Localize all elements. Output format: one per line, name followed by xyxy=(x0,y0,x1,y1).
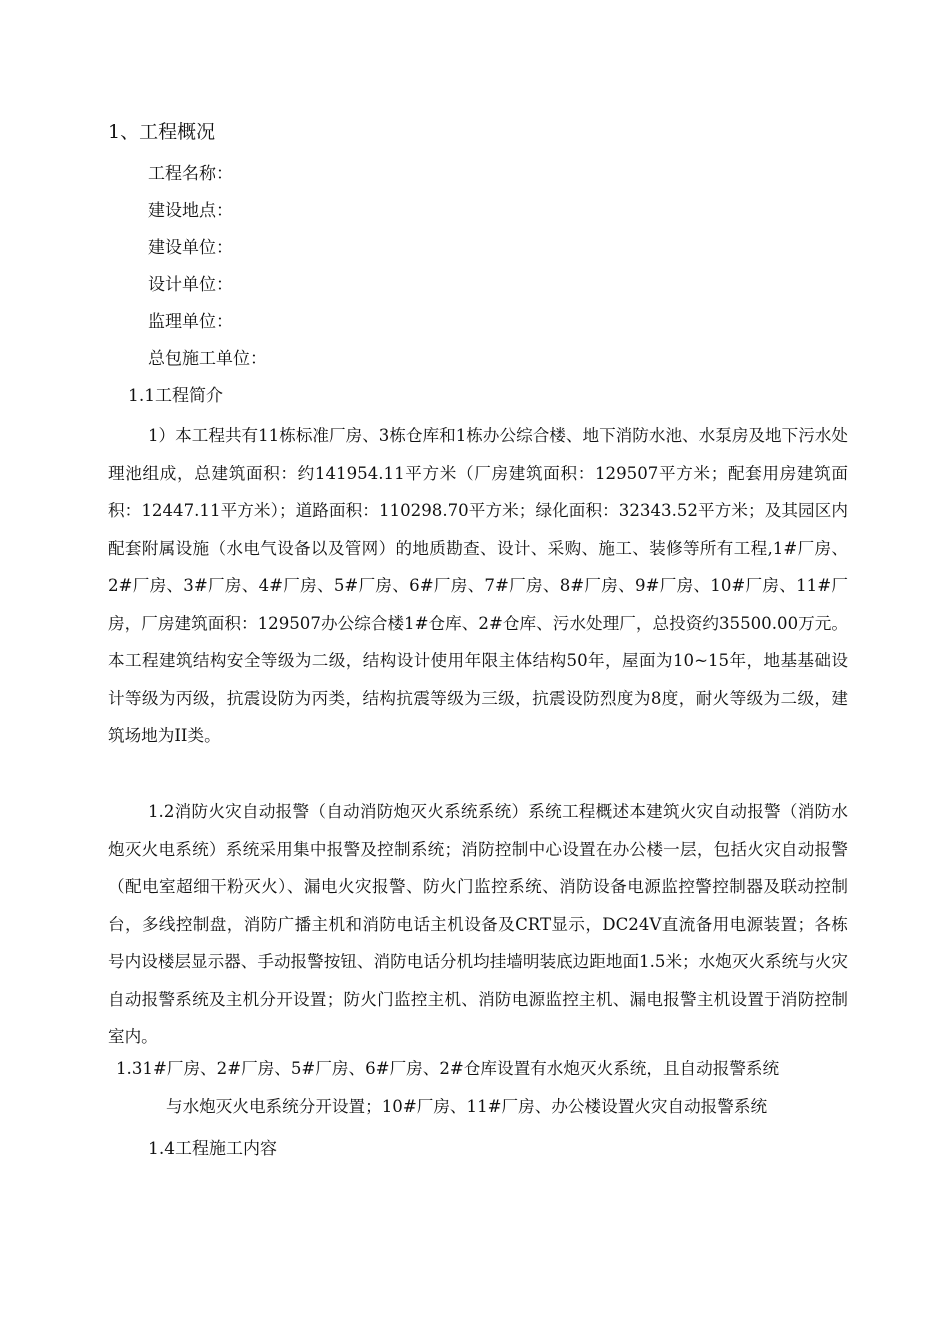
paragraph-fire-alarm-overview: 1.2消防火灾自动报警（自动消防炮灭火系统系统）系统工程概述本建筑火灾自动报警（消防水炮灭火电系统）系统采用集中报警及控制系统；消防控制中心设置在办公楼一层，包括火灾自动报警（配电室超细干粉灭火）、漏电火灾报警、防火门监控系统、消防设备电源监控警控制器及联动控制台，多线控制盘，消防广播主机和消防电话主机设备及CRT显示，DC24V直流备用电源装置；各栋号内设楼层显示器、手动报警按钮、消防电话分机均挂墙明装底边距地面1.5米；水炮灭火系统与火灾自动报警系统及主机分开设置；防火门监控主机、消防电源监控主机、漏电报警主机设置于消防控制室内。 xyxy=(108,802,848,1046)
field-designer: 设计单位： xyxy=(148,275,233,295)
field-project-name: 工程名称： xyxy=(148,164,233,184)
field-general-contractor: 总包施工单位： xyxy=(148,349,267,369)
paragraph-1-3-line-1: 1.31#厂房、2#厂房、5#厂房、6#厂房、2#仓库设置有水炮灭火系统，且自动报警系统 xyxy=(116,1059,780,1078)
paragraph-1-3-line-2: 与水炮灭火电系统分开设置；10#厂房、11#厂房、办公楼设置火灾自动报警系统 xyxy=(166,1097,768,1116)
section-heading-overview: 1、工程概况 xyxy=(108,121,216,143)
subsection-1-1-title: 1.1工程简介 xyxy=(128,386,224,406)
field-supervisor: 监理单位： xyxy=(148,312,233,332)
paragraph-project-intro: 1）本工程共有11栋标准厂房、3栋仓库和1栋办公综合楼、地下消防水池、水泵房及地下污水处理池组成，总建筑面积：约141954.11平方米（厂房建筑面积：129507平方米；配套用房建筑面积：12447.11平方米）；道路面积：110298.70平方米；绿化面积：32343.52平方米；及其园区内配套附属设施（水电气设备以及管网）的地质勘查、设计、采购、施工、装修等所有工程,1#厂房、2#厂房、3#厂房、4#厂房、5#厂房、6#厂房、7#厂房、8#厂房、9#厂房、10#厂房、11#厂房，厂房建筑面积：129507办公综合楼1#仓库、2#仓库、污水处理厂，总投资约35500.00万元。本工程建筑结构安全等级为二级，结构设计使用年限主体结构50年，屋面为10~15年，地基基础设计等级为丙级，抗震设防为丙类，结构抗震等级为三级，抗震设防烈度为8度，耐火等级为二级，建筑场地为II类。 xyxy=(108,426,848,745)
field-construction-site: 建设地点： xyxy=(148,201,233,221)
field-developer: 建设单位： xyxy=(148,238,233,258)
subsection-1-4-title: 1.4工程施工内容 xyxy=(148,1139,278,1159)
